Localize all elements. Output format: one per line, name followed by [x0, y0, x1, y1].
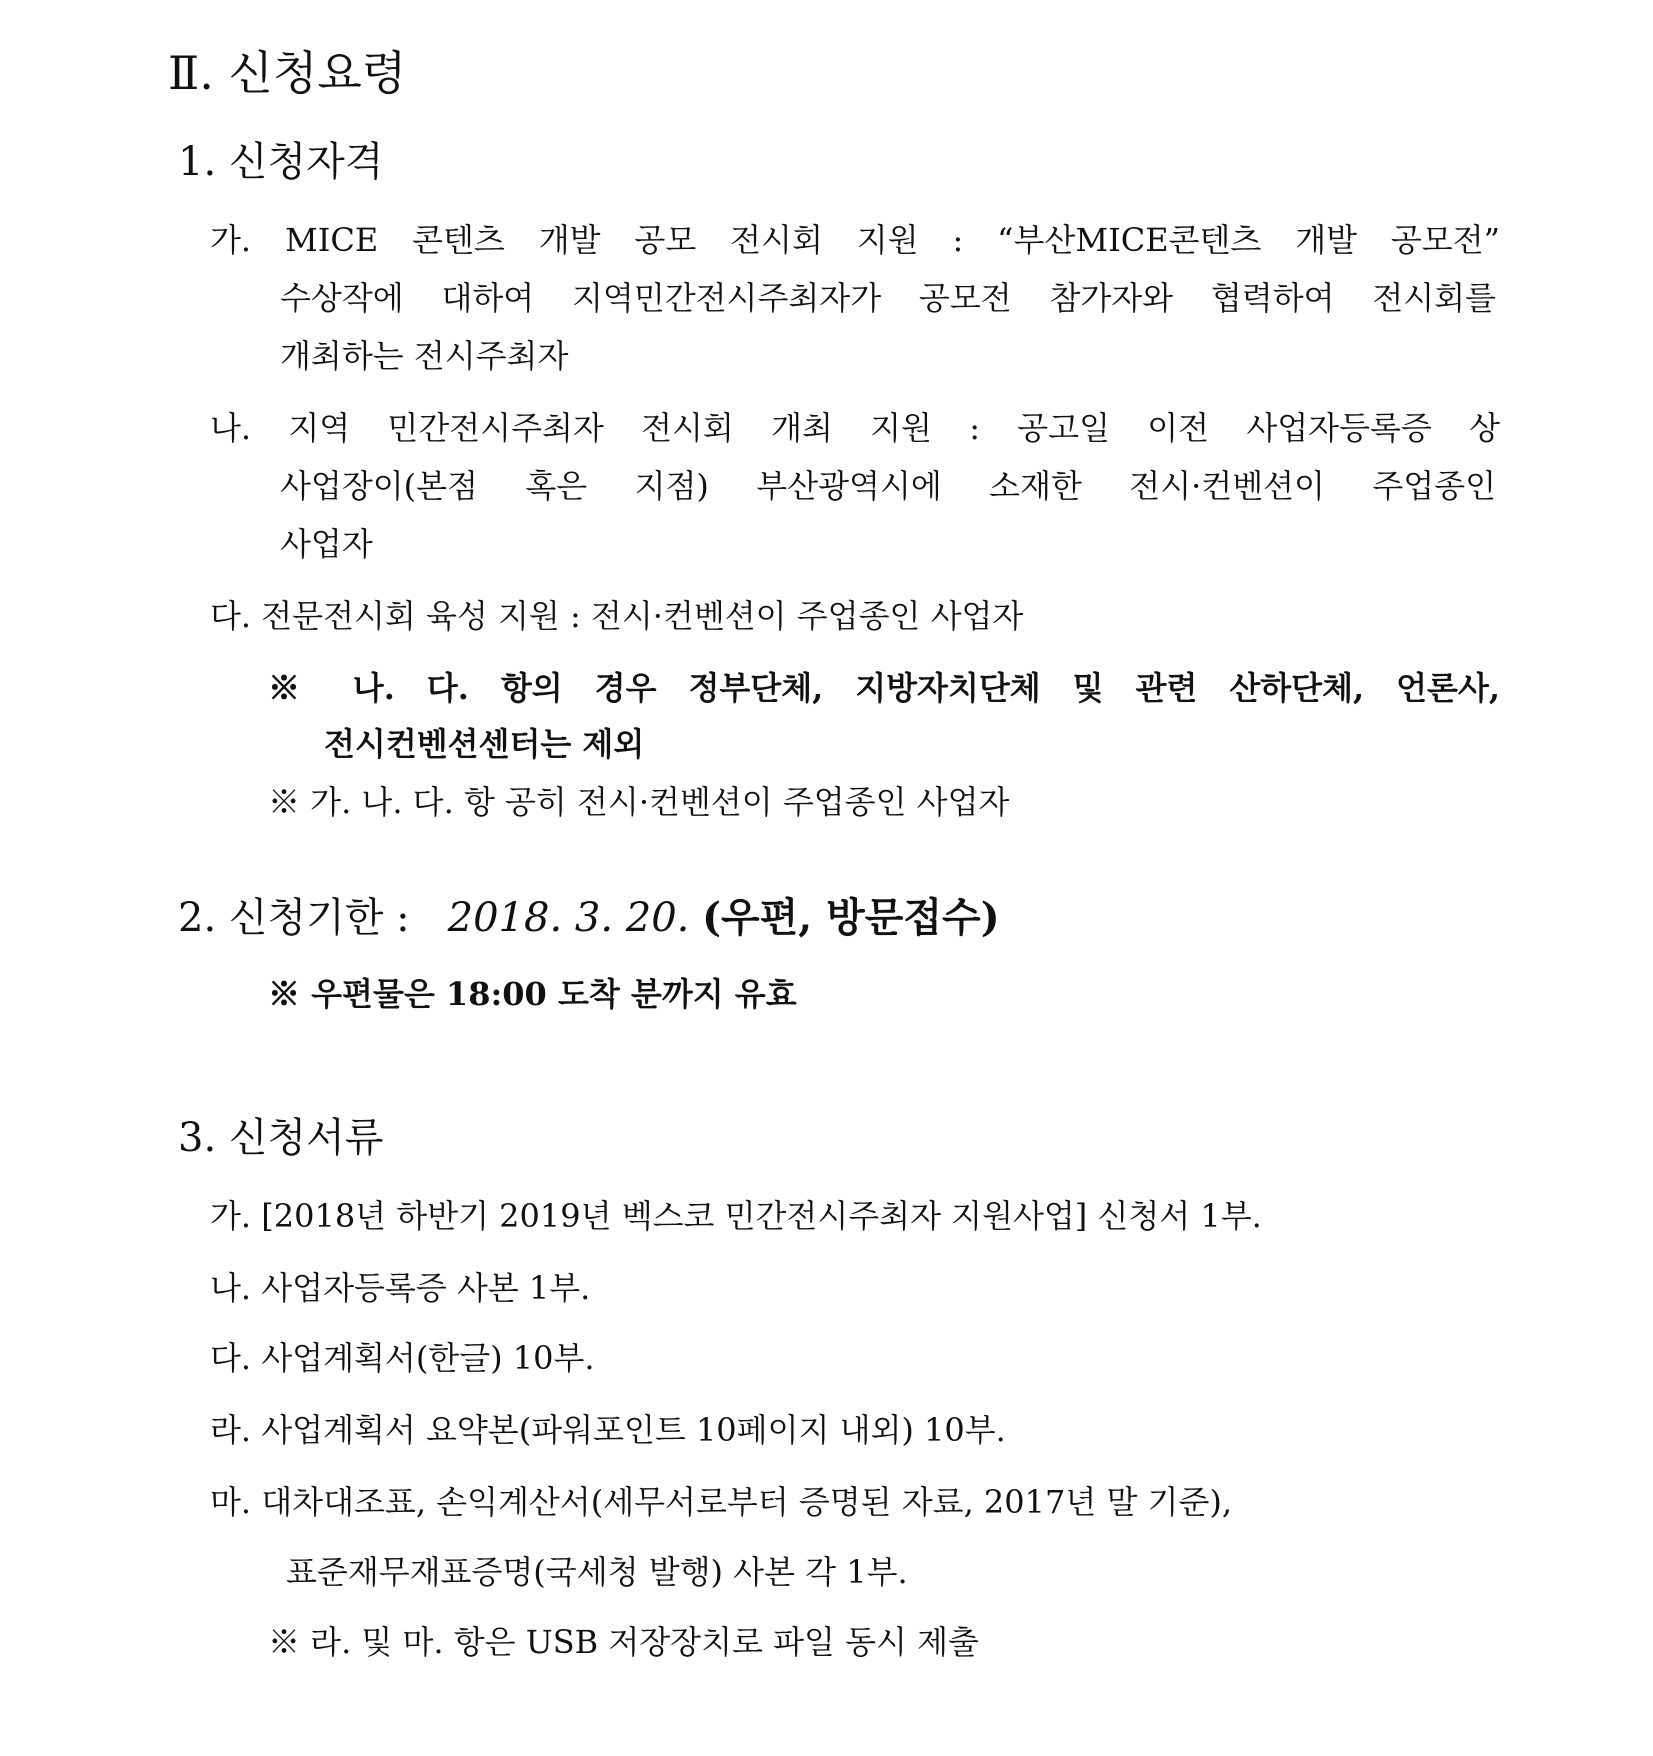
section-eligibility-title: 1. 신청자격 [178, 139, 384, 185]
eligibility-note-2: ※ 가. 나. 다. 항 공히 전시·컨벤션이 주업종인 사업자 [268, 783, 1010, 821]
eligibility-note-1-line1: ※ 나. 다. 항의 경우 정부단체, 지방자치단체 및 관련 산하단체, 언론사, [268, 669, 1500, 707]
deadline-date: 2018. 3. 20. [447, 895, 690, 941]
deadline-note: ※ 우편물은 18:00 도착 분까지 유효 [268, 975, 797, 1013]
documents-item-ma-line2: 표준재무재표증명(국세청 발행) 사본 각 1부. [286, 1553, 908, 1591]
eligibility-item-ga-line3: 개최하는 전시주최자 [280, 337, 569, 375]
eligibility-note-1-line2: 전시컨벤션센터는 제외 [324, 725, 645, 763]
deadline-title-prefix: 2. 신청기한 : [178, 895, 410, 941]
section-documents-title: 3. 신청서류 [178, 1115, 384, 1161]
documents-note: ※ 라. 및 마. 항은 USB 저장장치로 파일 동시 제출 [268, 1623, 979, 1661]
eligibility-item-da: 다. 전문전시회 육성 지원 : 전시·컨벤션이 주업종인 사업자 [210, 597, 1024, 635]
eligibility-item-ga-line1: 가. MICE 콘텐츠 개발 공모 전시회 지원 : “부산MICE콘텐츠 개발 공모전” [210, 221, 1500, 259]
eligibility-item-na-line2: 사업장이(본점 혹은 지점) 부산광역시에 소재한 전시·컨벤션이 주업종인 [280, 467, 1496, 505]
documents-item-ga: 가. [2018년 하반기 2019년 벡스코 민간전시주최자 지원사업] 신청서 1부. [210, 1197, 1262, 1235]
eligibility-item-na-line3: 사업자 [280, 525, 373, 563]
eligibility-item-ga-line2: 수상작에 대하여 지역민간전시주최자가 공모전 참가자와 협력하여 전시회를 [280, 279, 1496, 317]
documents-item-da: 다. 사업계획서(한글) 10부. [210, 1339, 595, 1377]
part-title: Ⅱ. 신청요령 [168, 46, 407, 100]
deadline-method: (우편, 방문접수) [702, 894, 1000, 941]
section-deadline-title [178, 894, 1000, 941]
documents-item-ra: 라. 사업계획서 요약본(파워포인트 10페이지 내외) 10부. [210, 1411, 1006, 1449]
eligibility-item-na-line1: 나. 지역 민간전시주최자 전시회 개최 지원 : 공고일 이전 사업자등록증 상 [210, 409, 1500, 447]
documents-item-na: 나. 사업자등록증 사본 1부. [210, 1269, 591, 1307]
documents-item-ma-line1: 마. 대차대조표, 손익계산서(세무서로부터 증명된 자료, 2017년 말 기준), [210, 1483, 1233, 1521]
